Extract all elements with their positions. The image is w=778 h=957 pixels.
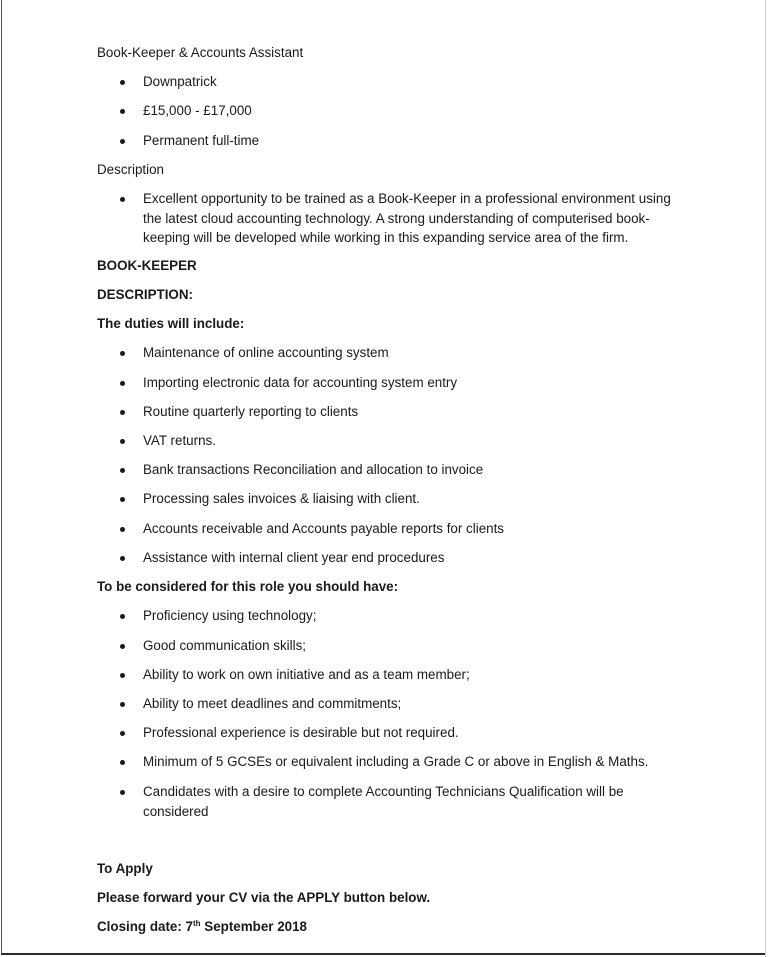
bullet-icon [120,614,125,619]
bullet-icon [120,439,125,444]
job-salary: £15,000 - £17,000 [143,103,252,118]
duty-item: VAT returns. [143,433,216,448]
bullet-icon [120,527,125,532]
bullet-icon [120,381,125,386]
duty-item: Processing sales invoices & liaising with client. [143,491,420,506]
description-label: Description [97,162,164,177]
apply-instruction: Please forward your CV via the APPLY button below. [97,890,431,905]
description-text: Excellent opportunity to be trained as a Book-Keeper in a professional environment using the latest cloud accounting technology. A strong understanding of computerised book-keeping will be developed while working in this expanding service area of the firm. [143,191,671,245]
job-contract-type: Permanent full-time [143,133,260,148]
bullet-icon [120,556,125,561]
bullet-icon [120,468,125,473]
bullet-icon [120,139,125,144]
bullet-icon [120,109,125,114]
closing-date-suffix: September 2018 [200,919,307,934]
bullet-icon [120,410,125,415]
duty-item: Assistance with internal client year end procedures [143,550,445,565]
role-subheading: DESCRIPTION: [97,287,193,302]
bullet-icon [120,673,125,678]
requirement-item: Professional experience is desirable but not required. [143,725,459,740]
duty-item: Accounts receivable and Accounts payable reports for clients [143,521,505,536]
duty-item: Importing electronic data for accounting system entry [143,375,458,390]
job-location: Downpatrick [143,74,217,89]
job-title: Book-Keeper & Accounts Assistant [97,45,304,60]
requirement-item: Ability to meet deadlines and commitments; [143,696,402,711]
duties-heading: The duties will include: [97,316,245,331]
bullet-icon [120,790,125,795]
bullet-icon [120,644,125,649]
bullet-icon [120,197,125,202]
requirement-item: Good communication skills; [143,638,306,653]
duty-item: Bank transactions Reconciliation and allocation to invoice [143,462,484,477]
bullet-icon [120,80,125,85]
duty-item: Maintenance of online accounting system [143,345,389,360]
requirement-item: Proficiency using technology; [143,608,317,623]
role-heading: BOOK-KEEPER [97,258,197,273]
bullet-icon [120,760,125,765]
bullet-icon [120,497,125,502]
requirement-item: Candidates with a desire to complete Accounting Technicians Qualification will be considered [143,784,624,819]
requirements-heading: To be considered for this role you should have: [97,579,399,594]
closing-date-ordinal: th [192,919,201,928]
document-page [1,0,766,955]
bullet-icon [120,351,125,356]
page-right-edge [765,0,778,957]
bullet-icon [120,702,125,707]
requirement-item: Minimum of 5 GCSEs or equivalent including a Grade C or above in English & Maths. [143,754,649,769]
requirement-item: Ability to work on own initiative and as a team member; [143,667,470,682]
closing-date-prefix: Closing date: 7 [97,919,193,934]
apply-heading: To Apply [97,861,153,876]
duty-item: Routine quarterly reporting to clients [143,404,359,419]
closing-date [97,919,307,934]
bullet-icon [120,731,125,736]
